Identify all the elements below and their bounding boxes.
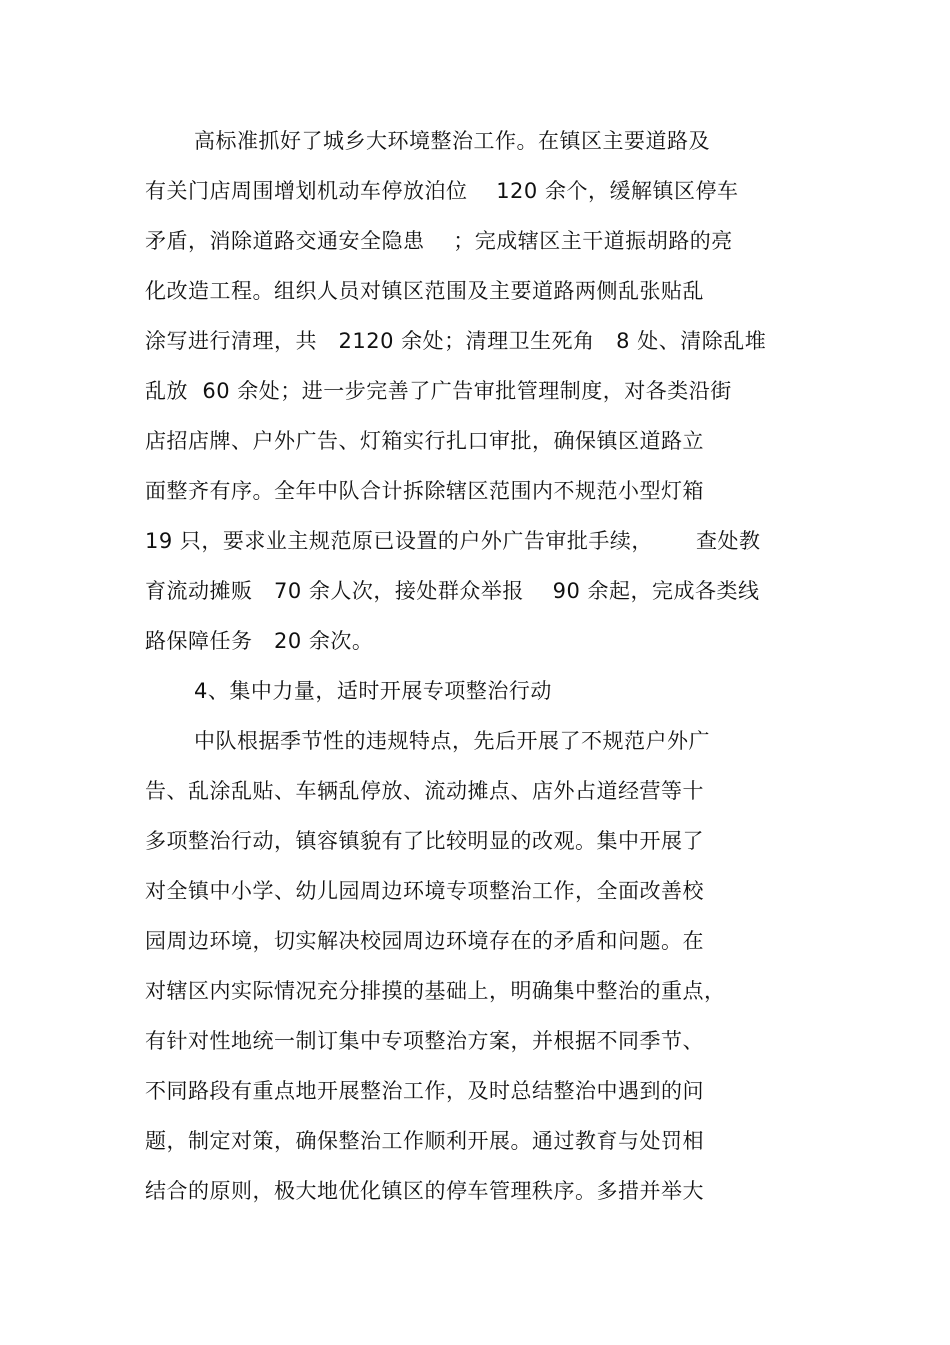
text-line: 对辖区内实际情况充分排摸的基础上，明确集中整治的重点， — [145, 979, 726, 1003]
text-line: 育流动摊贩 70 余人次，接处群众举报 90 余起，完成各类线 — [145, 579, 760, 603]
text-line: 19 只，要求业主规范原已设置的户外广告审批手续， 查处教 — [145, 529, 761, 553]
text-line: 化改造工程。组织人员对镇区范围及主要道路两侧乱张贴乱 — [145, 279, 704, 303]
text-line: 告、乱涂乱贴、车辆乱停放、流动摊点、店外占道经营等十 — [145, 779, 704, 803]
text-line: 矛盾，消除道路交通安全隐患 ；完成辖区主干道振胡路的亮 — [145, 229, 733, 253]
text-line: 乱放 60 余处；进一步完善了广告审批管理制度，对各类沿街 — [145, 379, 732, 403]
text-line: 多项整治行动，镇容镇貌有了比较明显的改观。集中开展了 — [145, 829, 704, 853]
text-line: 路保障任务 20 余次。 — [145, 629, 374, 653]
text-line: 有针对性地统一制订集中专项整治方案，并根据不同季节、 — [145, 1029, 704, 1053]
text-line: 园周边环境，切实解决校园周边环境存在的矛盾和问题。在 — [145, 929, 704, 953]
text-line: 高标准抓好了城乡大环境整治工作。在镇区主要道路及 — [194, 129, 710, 153]
text-line: 结合的原则，极大地优化镇区的停车管理秩序。多措并举大 — [145, 1179, 704, 1203]
text-line: 面整齐有序。全年中队合计拆除辖区范围内不规范小型灯箱 — [145, 479, 704, 503]
text-line: 中队根据季节性的违规特点，先后开展了不规范户外广 — [194, 729, 710, 753]
text-line: 有关门店周围增划机动车停放泊位 120 余个，缓解镇区停车 — [145, 179, 739, 203]
text-line: 题，制定对策，确保整治工作顺利开展。通过教育与处罚相 — [145, 1129, 704, 1153]
text-line: 不同路段有重点地开展整治工作，及时总结整治中遇到的问 — [145, 1079, 704, 1103]
section-heading: 4、集中力量，适时开展专项整治行动 — [194, 679, 552, 703]
text-line: 店招店牌、户外广告、灯箱实行扎口审批，确保镇区道路立 — [145, 429, 704, 453]
text-line: 对全镇中小学、幼儿园周边环境专项整治工作，全面改善校 — [145, 879, 704, 903]
text-line: 涂写进行清理，共 2120 余处；清理卫生死角 8 处、清除乱堆 — [145, 329, 767, 353]
